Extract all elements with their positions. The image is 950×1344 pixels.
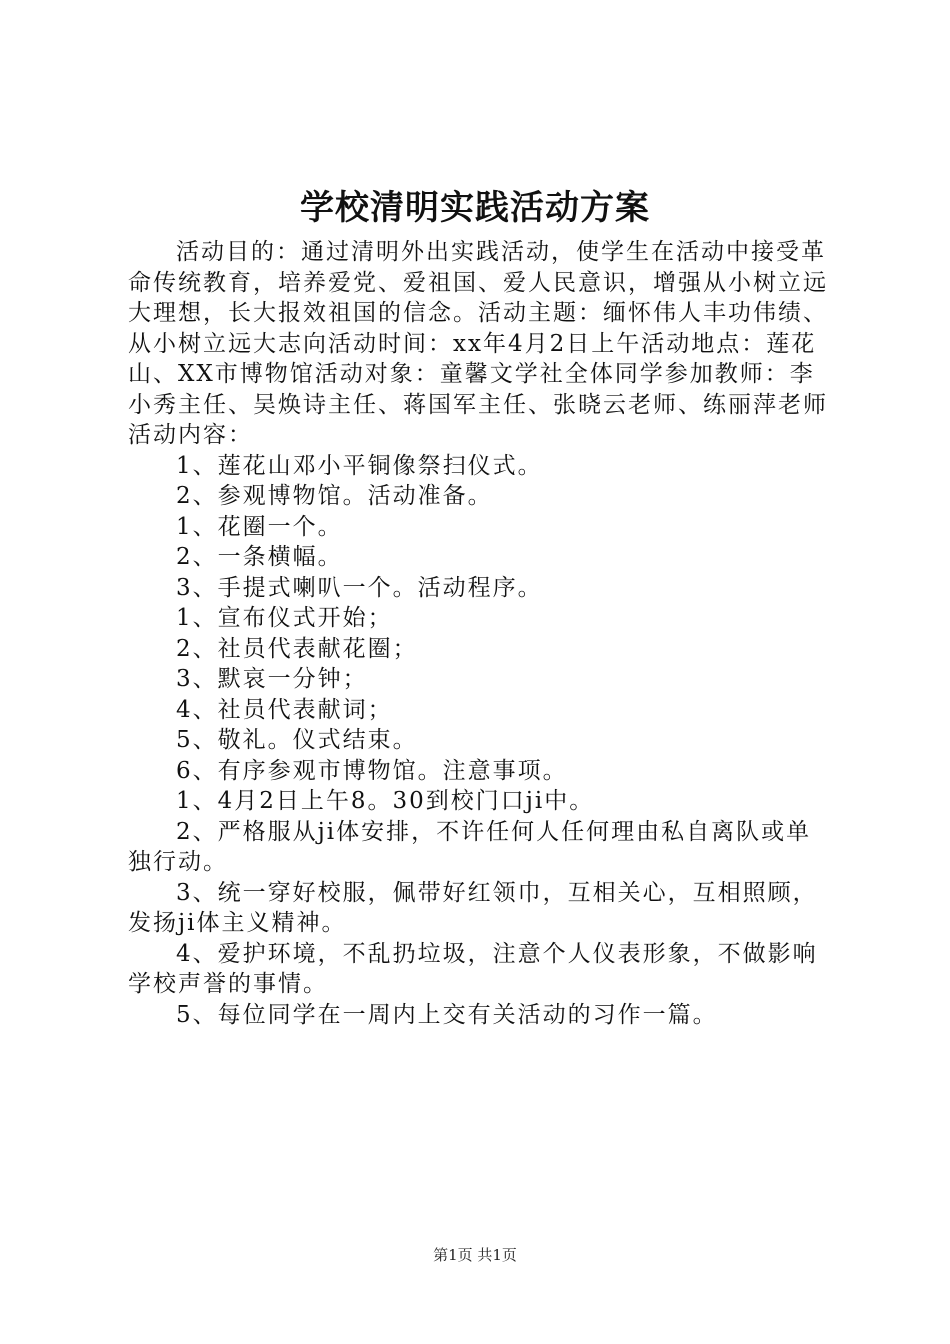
paragraph-notice-5: 5、每位同学在一周内上交有关活动的习作一篇。 <box>176 1001 718 1028</box>
paragraph-procedure-4: 4、社员代表献词； <box>176 696 393 723</box>
paragraph-prep-1: 1、花圈一个。 <box>176 513 343 540</box>
document-body <box>128 237 832 1030</box>
paragraph-prep-2: 2、一条横幅。 <box>176 544 343 570</box>
document-title: 学校清明实践活动方案 <box>300 188 650 228</box>
paragraph-intro: 活动目的：通过清明外出实践活动，使学生在活动中接受革命传统教育，培养爱党、爱祖国、爱人民意识，增强从小树立远大理想，长大报效祖国的信念。活动主题：缅怀伟人丰功伟绩、从小树立远大志向活动时间：xx年4月2日上午活动地点：莲花山、XX市博物馆活动对象：童馨文学社全体同学参加教师：李小秀主任、吴焕诗主任、蒋国军主任、张晓云老师、练丽萍老师活动内容： <box>128 239 828 448</box>
paragraph-prep-3: 3、手提式喇叭一个。活动程序。 <box>176 574 543 601</box>
paragraph-procedure-5: 5、敬礼。仪式结束。 <box>176 727 418 753</box>
paragraph-procedure-6: 6、有序参观市博物馆。注意事项。 <box>176 757 568 784</box>
paragraph-notice-1: 1、4月2日上午8。30到校门口ji中。 <box>176 788 595 814</box>
paragraph-notice-3: 3、统一穿好校服，佩带好红领巾，互相关心，互相照顾，发扬ji体主义精神。 <box>128 879 818 936</box>
paragraph-notice-2: 2、严格服从ji体安排，不许任何人任何理由私自离队或单独行动。 <box>128 818 812 875</box>
paragraph-procedure-2: 2、社员代表献花圈； <box>176 635 418 662</box>
paragraph-procedure-1: 1、宣布仪式开始； <box>176 605 393 631</box>
paragraph-content-2: 2、参观博物馆。活动准备。 <box>176 483 493 509</box>
paragraph-procedure-3: 3、默哀一分钟； <box>176 666 368 692</box>
paragraph-notice-4: 4、爱护环境，不乱扔垃圾，注意个人仪表形象，不做影响学校声誉的事情。 <box>128 940 818 997</box>
page-footer: 第1页 共1页 <box>433 1246 517 1264</box>
paragraph-content-1: 1、莲花山邓小平铜像祭扫仪式。 <box>176 452 543 479</box>
